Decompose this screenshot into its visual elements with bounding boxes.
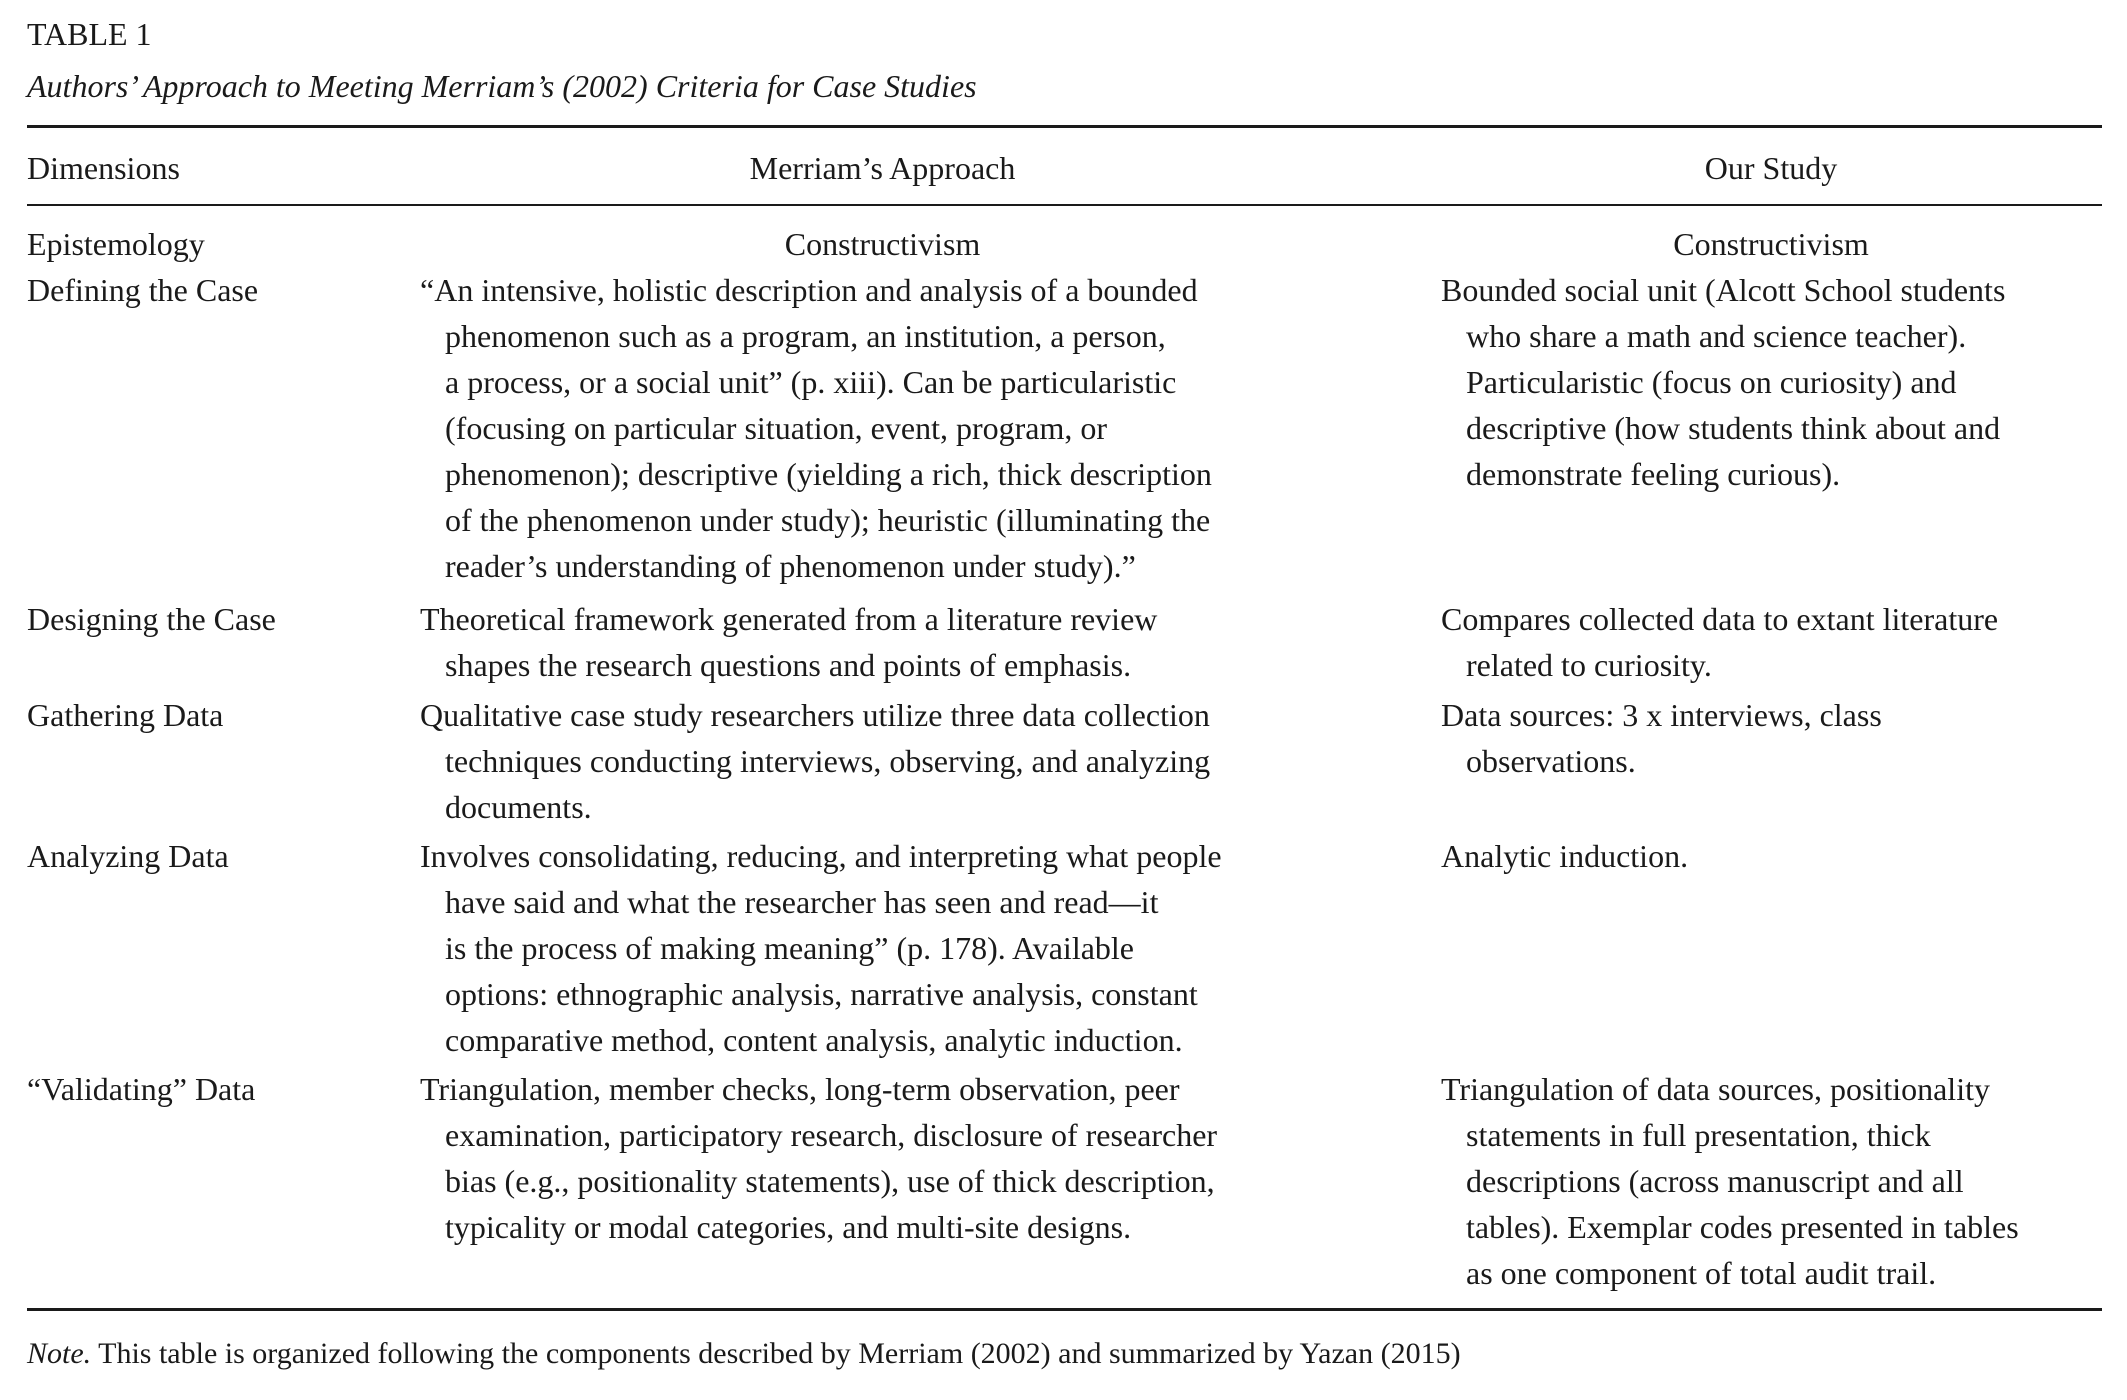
cell-our-study xyxy=(1441,267,2111,497)
cell-text-line: options: ethnographic analysis, narrative analysis, constant xyxy=(445,976,1198,1012)
cell-text-line: of the phenomenon under study); heuristic (illuminating the xyxy=(445,502,1211,538)
column-header-dimensions: Dimensions xyxy=(27,150,180,186)
cell-text-line: who share a math and science teacher). xyxy=(1466,318,1967,354)
cell-our-study xyxy=(1441,596,2111,688)
cell-dimension: “Validating” Data xyxy=(27,1071,256,1107)
cell-text-line: Constructivism xyxy=(1673,226,1869,262)
cell-dimension: Analyzing Data xyxy=(27,838,229,874)
cell-text-line: bias (e.g., positionality statements), use of thick description, xyxy=(445,1163,1215,1199)
cell-text-line: reader’s understanding of phenomenon under study).” xyxy=(445,548,1136,584)
note-label: Note. xyxy=(27,1337,92,1370)
cell-text-line: Triangulation of data sources, positionality xyxy=(1441,1071,1990,1107)
cell-text-line: descriptive (how students think about and xyxy=(1466,410,2001,446)
cell-our-study xyxy=(1441,1066,2111,1296)
column-header-merriam-approach: Merriam’s Approach xyxy=(749,150,1016,186)
cell-dimension: Designing the Case xyxy=(27,601,276,637)
cell-text-line: Theoretical framework generated from a literature review xyxy=(420,601,1158,637)
cell-text-line: Triangulation, member checks, long-term observation, peer xyxy=(420,1071,1180,1107)
cell-text-line: related to curiosity. xyxy=(1466,647,1712,683)
cell-text-line: techniques conducting interviews, observing, and analyzing xyxy=(445,743,1211,779)
table-label: TABLE 1 xyxy=(27,16,152,52)
cell-text-line: comparative method, content analysis, analytic induction. xyxy=(445,1022,1183,1058)
cell-text-line: a process, or a social unit” (p. xiii). Can be particularistic xyxy=(445,364,1177,400)
cell-text-line: “An intensive, holistic description and analysis of a bounded xyxy=(420,272,1198,308)
cell-merriam-approach xyxy=(420,221,1345,267)
cell-text-line: Constructivism xyxy=(784,226,981,262)
cell-text-line: phenomenon such as a program, an institution, a person, xyxy=(445,318,1166,354)
cell-text-line: typicality or modal categories, and multi-site designs. xyxy=(445,1209,1132,1245)
cell-text-line: tables). Exemplar codes presented in tables xyxy=(1466,1209,2019,1245)
column-header-our-study: Our Study xyxy=(1704,150,1838,186)
cell-dimension: Defining the Case xyxy=(27,272,259,308)
top-rule xyxy=(27,125,2102,128)
cell-text-line: Bounded social unit (Alcott School students xyxy=(1441,272,2006,308)
cell-text-line: Analytic induction. xyxy=(1441,838,1689,874)
table-title: Authors’ Approach to Meeting Merriam’s (2002) Criteria for Case Studies xyxy=(27,68,977,104)
cell-text-line: is the process of making meaning” (p. 178). Available xyxy=(445,930,1134,966)
cell-text-line: descriptions (across manuscript and all xyxy=(1466,1163,1964,1199)
header-rule xyxy=(27,204,2102,206)
bottom-rule xyxy=(27,1308,2102,1311)
cell-text-line: documents. xyxy=(445,789,592,825)
cell-text-line: have said and what the researcher has seen and read—it xyxy=(445,884,1159,920)
cell-merriam-approach xyxy=(420,1066,1360,1250)
cell-our-study xyxy=(1441,692,2111,784)
cell-text-line: Particularistic (focus on curiosity) and xyxy=(1466,364,1957,400)
note-text: This table is organized following the components described by Merriam (2002) and summarized by Yazan (2015) xyxy=(91,1337,1461,1370)
cell-text-line: as one component of total audit trail. xyxy=(1466,1255,1937,1291)
cell-text-line: Involves consolidating, reducing, and interpreting what people xyxy=(420,838,1222,874)
cell-merriam-approach xyxy=(420,596,1360,688)
cell-text-line: (focusing on particular situation, event, program, or xyxy=(445,410,1108,446)
cell-text-line: demonstrate feeling curious). xyxy=(1466,456,1841,492)
cell-our-study xyxy=(1441,221,2101,267)
cell-text-line: Compares collected data to extant literature xyxy=(1441,601,1999,637)
cell-text-line: examination, participatory research, disclosure of researcher xyxy=(445,1117,1218,1153)
cell-merriam-approach xyxy=(420,267,1360,589)
cell-text-line: phenomenon); descriptive (yielding a rich, thick description xyxy=(445,456,1212,492)
cell-text-line: Qualitative case study researchers utilize three data collection xyxy=(420,697,1210,733)
cell-dimension: Epistemology xyxy=(27,226,205,262)
cell-text-line: Data sources: 3 x interviews, class xyxy=(1441,697,1882,733)
table-note xyxy=(27,1334,1461,1374)
cell-text-line: statements in full presentation, thick xyxy=(1466,1117,1931,1153)
cell-text-line: shapes the research questions and points of emphasis. xyxy=(445,647,1132,683)
cell-merriam-approach xyxy=(420,833,1360,1063)
cell-our-study xyxy=(1441,833,2111,879)
cell-text-line: observations. xyxy=(1466,743,1636,779)
cell-dimension: Gathering Data xyxy=(27,697,224,733)
cell-merriam-approach xyxy=(420,692,1360,830)
